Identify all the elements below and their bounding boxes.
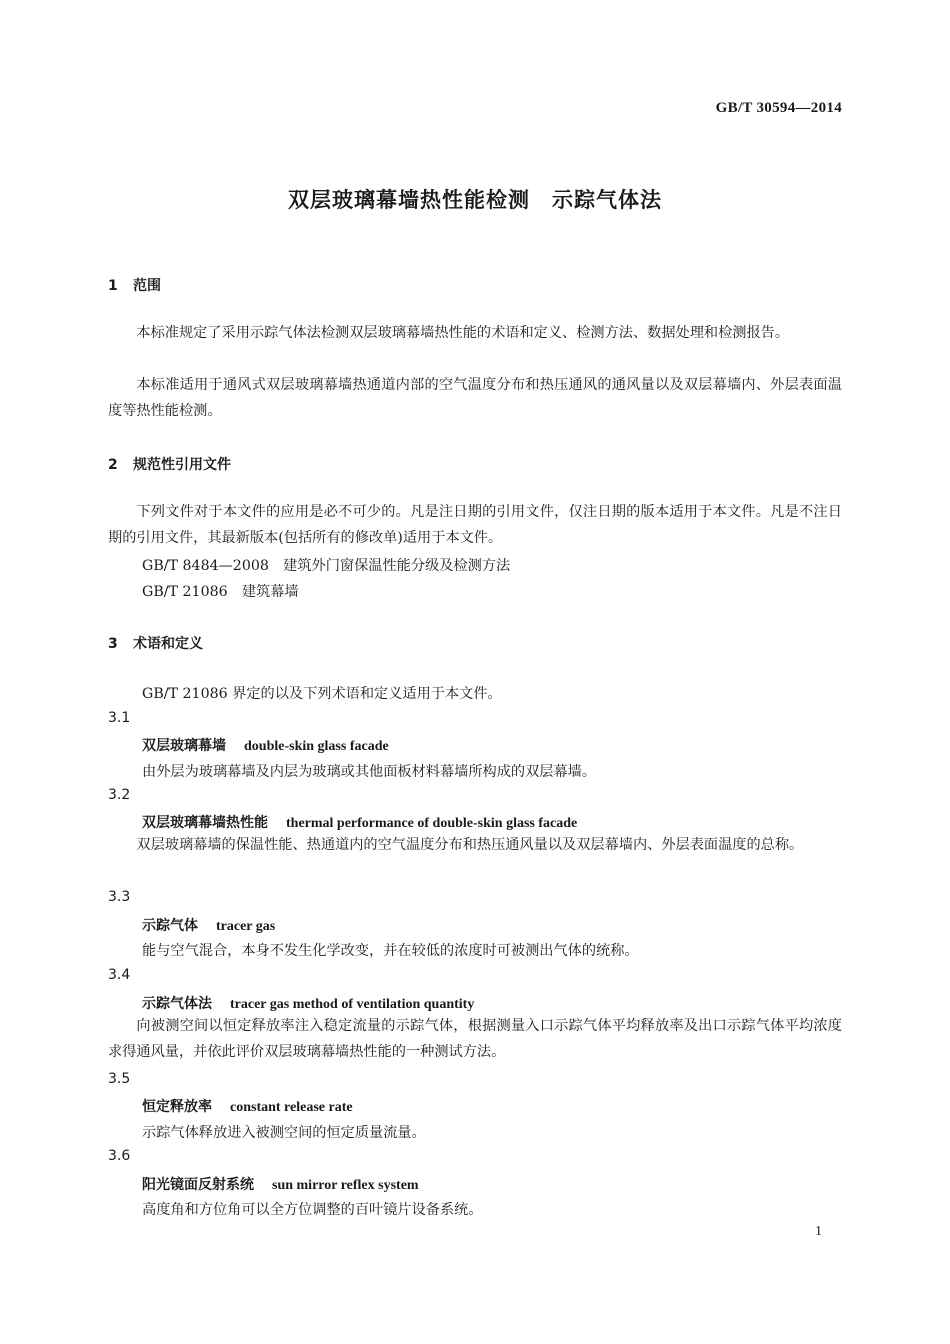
term-zh: 双层玻璃幕墙热性能: [142, 815, 268, 831]
term-number: 3.2: [108, 787, 131, 803]
section-title: 规范性引用文件: [133, 457, 231, 473]
paragraph: 本标准规定了采用示踪气体法检测双层玻璃幕墙热性能的术语和定义、检测方法、数据处理和检测报告。: [136, 325, 790, 341]
term-en: double-skin glass facade: [244, 739, 389, 754]
document-title: 双层玻璃幕墙热性能检测 示踪气体法: [288, 188, 662, 212]
paragraph: 本标准适用于通风式双层玻璃幕墙热通道内部的空气温度分布和热压通风的通风量以及双层幕墙内、外层表面温度等热性能检测。: [108, 377, 842, 419]
term-definition: 由外层为玻璃幕墙及内层为玻璃或其他面板材料幕墙所构成的双层幕墙。: [142, 764, 597, 780]
section-heading-references: [108, 454, 231, 474]
term-entry: [142, 993, 474, 1013]
term-number: 3.6: [108, 1148, 131, 1164]
section-number: 1: [108, 278, 118, 294]
section-number: 2: [108, 457, 118, 473]
reference-item: [142, 581, 299, 601]
reference-code: GB/T 21086: [142, 584, 228, 600]
term-definition: 能与空气混合，本身不发生化学改变，并在较低的浓度时可被测出气体的统称。: [142, 943, 639, 959]
section-title: 术语和定义: [133, 636, 203, 652]
term-en: tracer gas: [216, 919, 276, 934]
term-definition: 示踪气体释放进入被测空间的恒定质量流量。: [142, 1125, 426, 1141]
term-zh: 示踪气体: [142, 918, 198, 934]
term-number: 3.1: [108, 710, 131, 726]
term-number: 3.5: [108, 1071, 131, 1087]
page-number: 1: [815, 1224, 822, 1239]
term-zh: 恒定释放率: [142, 1099, 212, 1115]
section-heading-scope: [108, 275, 161, 295]
standard-code: GB/T 30594—2014: [715, 100, 842, 116]
terms-intro: GB/T 21086 界定的以及下列术语和定义适用于本文件。: [142, 686, 502, 702]
term-en: tracer gas method of ventilation quantity: [230, 997, 475, 1012]
section-number: 3: [108, 636, 118, 652]
reference-code: GB/T 8484—2008: [142, 558, 269, 574]
term-entry: [142, 915, 275, 935]
term-definition: 双层玻璃幕墙的保温性能、热通道内的空气温度分布和热压通风量以及双层幕墙内、外层表面温度的总称。: [136, 837, 804, 853]
term-definition: 高度角和方位角可以全方位调整的百叶镜片设备系统。: [142, 1202, 483, 1218]
term-zh: 阳光镜面反射系统: [142, 1177, 254, 1193]
term-zh: 双层玻璃幕墙: [142, 738, 226, 754]
term-entry: [142, 812, 577, 832]
term-zh: 示踪气体法: [142, 996, 212, 1012]
term-entry: [142, 1096, 353, 1116]
term-entry: [142, 735, 389, 755]
term-number: 3.4: [108, 967, 131, 983]
reference-item: [142, 555, 510, 575]
reference-title: 建筑幕墙: [241, 584, 299, 600]
term-definition: 向被测空间以恒定释放率注入稳定流量的示踪气体，根据测量入口示踪气体平均释放率及出口示踪气体平均浓度求得通风量，并依此评价双层玻璃幕墙热性能的一种测试方法。: [108, 1018, 842, 1060]
term-number: 3.3: [108, 889, 131, 905]
section-title: 范围: [133, 278, 161, 294]
term-entry: [142, 1174, 419, 1194]
paragraph: 下列文件对于本文件的应用是必不可少的。凡是注日期的引用文件，仅注日期的版本适用于本文件。凡是不注日期的引用文件，其最新版本(包括所有的修改单)适用于本文件。: [108, 504, 842, 546]
term-en: thermal performance of double-skin glass facade: [286, 816, 578, 831]
term-en: sun mirror reflex system: [272, 1178, 419, 1193]
reference-title: 建筑外门窗保温性能分级及检测方法: [283, 558, 511, 574]
term-en: constant release rate: [230, 1100, 353, 1115]
section-heading-terms: [108, 633, 203, 653]
